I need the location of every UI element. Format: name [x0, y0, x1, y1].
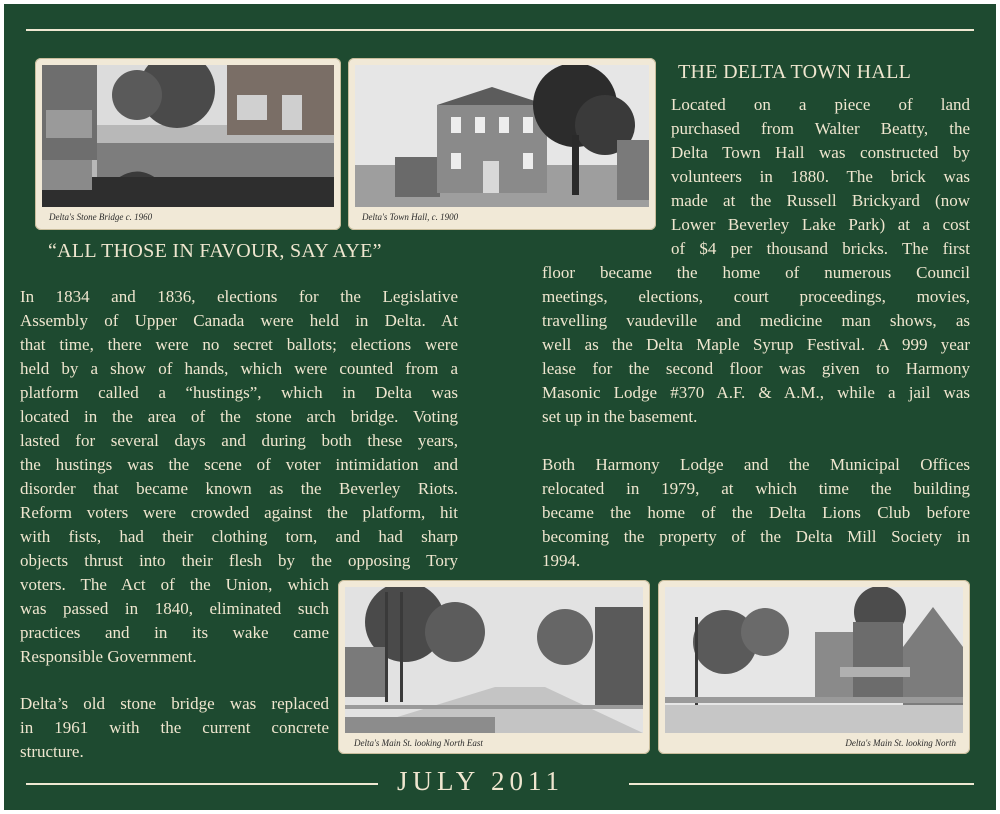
- text-line: lease for the second floor was given to Harmony: [542, 359, 970, 378]
- text-line: structure.: [20, 742, 84, 761]
- text-line: platform called a “hustings”, which in Delta was: [20, 383, 458, 402]
- text-line: floor became the home of numerous Council: [542, 263, 970, 282]
- town-hall-image: [355, 65, 649, 207]
- text-line: set up in the basement.: [542, 407, 698, 426]
- main-street-north-image: [665, 587, 963, 733]
- footer-rule-left: [26, 783, 378, 785]
- text-line: In 1834 and 1836, elections for the Legislative: [20, 287, 458, 306]
- bridge-paragraph: [20, 692, 329, 764]
- text-line: Reform voters were crowded against the platform, hit: [20, 503, 458, 522]
- text-line: Located on a piece of land: [671, 95, 970, 114]
- text-line: purchased from Walter Beatty, the: [671, 119, 970, 138]
- text-line: was passed in 1840, eliminated such: [20, 599, 329, 618]
- text-line: located in the area of the stone arch bridge. Voting: [20, 407, 458, 426]
- photo-main-street-north-east: [338, 580, 650, 754]
- text-line: practices and in its wake came: [20, 623, 329, 642]
- text-line: lasted for several days and during both these years,: [20, 431, 458, 450]
- text-line: volunteers in 1880. The brick was: [671, 167, 970, 186]
- text-line: becoming the property of the Delta Mill Society in: [542, 527, 970, 546]
- text-line: of $4 per thousand bricks. The first: [671, 239, 970, 258]
- photo-caption: Delta's Town Hall, c. 1900: [362, 212, 459, 222]
- text-line: voters. The Act of the Union, which: [20, 575, 329, 594]
- text-line: that time, there were no secret ballots; elections were: [20, 335, 458, 354]
- text-line: held by a show of hands, which were counted from a: [20, 359, 458, 378]
- text-line: became the home of the Delta Lions Club before: [542, 503, 970, 522]
- right-article-heading: THE DELTA TOWN HALL: [678, 61, 912, 83]
- text-line: meetings, elections, court proceedings, movies,: [542, 287, 970, 306]
- text-line: 1994.: [542, 551, 581, 570]
- left-article-heading: “ALL THOSE IN FAVOUR, SAY AYE”: [48, 240, 382, 262]
- text-line: disorder that became known as the Beverley Riots.: [20, 479, 458, 498]
- photo-caption: Delta's Main St. looking North: [845, 738, 956, 748]
- text-line: well as the Delta Maple Syrup Festival. A 999 year: [542, 335, 970, 354]
- photo-main-street-north: [658, 580, 970, 754]
- text-line: Delta Town Hall was constructed by: [671, 143, 970, 162]
- right-article-paragraph-2: [542, 453, 970, 573]
- main-street-north-east-image: [345, 587, 643, 733]
- text-line: objects thrust into their flesh by the opposing Tory: [20, 551, 458, 570]
- text-line: relocated in 1979, at which time the building: [542, 479, 970, 498]
- text-line: Masonic Lodge #370 A.F. & A.M., while a jail was: [542, 383, 970, 402]
- issue-date: JULY 2011: [397, 766, 565, 796]
- text-line: Responsible Government.: [20, 647, 197, 666]
- photo-caption: Delta's Stone Bridge c. 1960: [49, 212, 153, 222]
- text-line: Delta’s old stone bridge was replaced: [20, 694, 329, 713]
- photo-stone-bridge: [35, 58, 341, 230]
- right-article-body: [542, 261, 970, 429]
- right-article-intro: [671, 93, 970, 261]
- top-rule: [26, 29, 974, 31]
- text-line: made at the Russell Brickyard (now: [671, 191, 970, 210]
- footer-rule-right: [629, 783, 974, 785]
- newsletter-page: [4, 4, 996, 810]
- photo-town-hall: [348, 58, 656, 230]
- text-line: in 1961 with the current concrete: [20, 718, 329, 737]
- text-line: with fists, had their clothing torn, and had sharp: [20, 527, 458, 546]
- text-line: Assembly of Upper Canada were held in Delta. At: [20, 311, 458, 330]
- stone-bridge-image: [42, 65, 334, 207]
- text-line: Both Harmony Lodge and the Municipal Offices: [542, 455, 970, 474]
- photo-caption: Delta's Main St. looking North East: [354, 738, 483, 748]
- text-line: Lower Beverley Lake Park) at a cost: [671, 215, 970, 234]
- text-line: travelling vaudeville and medicine man shows, as: [542, 311, 970, 330]
- text-line: the hustings was the scene of voter intimidation and: [20, 455, 458, 474]
